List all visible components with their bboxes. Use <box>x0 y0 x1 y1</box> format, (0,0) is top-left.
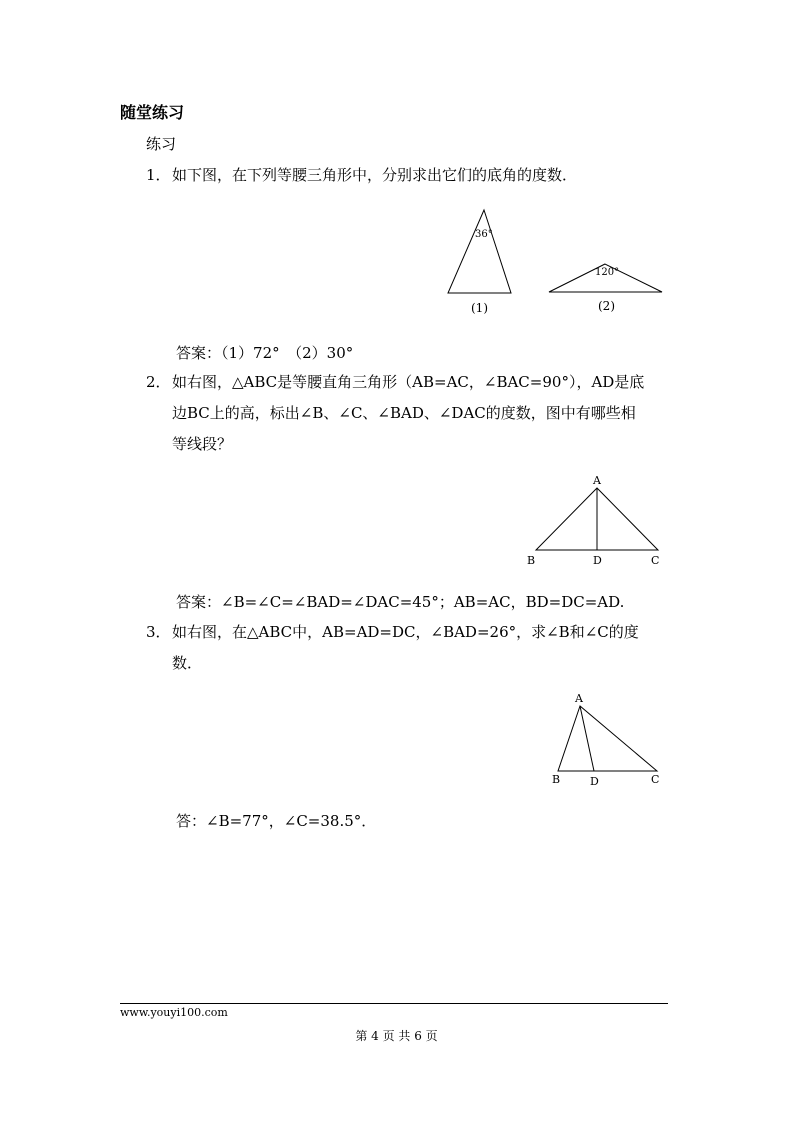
vertex-label-c: C <box>651 554 660 567</box>
answer-3: 答：∠B=77°，∠C=38.5°． <box>176 812 377 830</box>
apex-angle-label-2: 120° <box>595 267 620 278</box>
question-1-text: 如下图，在下列等腰三角形中，分别求出它们的底角的度数． <box>172 166 578 184</box>
question-2-line-2: 边BC上的高，标出∠B、∠C、∠BAD、∠DAC的度数，图中有哪些相 <box>172 404 636 422</box>
question-2-number: 2． <box>146 373 171 391</box>
vertex-label-a: A <box>593 474 601 487</box>
question-3-number: 3． <box>146 623 171 641</box>
vertex-label-b: B <box>527 554 536 567</box>
footer-url: www.youyi100.com <box>120 1006 228 1019</box>
question-3-figure <box>545 690 670 795</box>
question-2-line-3: 等线段？ <box>172 435 233 453</box>
question-1-figures <box>440 200 670 320</box>
figure-caption-1: (1) <box>471 301 488 315</box>
question-2-figure <box>520 470 670 575</box>
subsection-title: 练习 <box>146 135 177 153</box>
answer-1: 答案：（1）72° （2）30° <box>176 344 354 362</box>
section-title: 随堂练习 <box>120 103 185 122</box>
isosceles-triangle-1 <box>448 210 511 293</box>
triangle-abc <box>558 706 657 771</box>
question-2-line-1: 如右图，△ABC是等腰直角三角形（AB=AC，∠BAC=90°），AD是底 <box>172 373 645 391</box>
footer-divider <box>120 1003 668 1004</box>
apex-angle-label-1: 36° <box>475 229 493 240</box>
vertex-label-d: D <box>593 554 602 567</box>
figure-caption-2: (2) <box>598 299 615 313</box>
question-3-line-1: 如右图，在△ABC中，AB=AD=DC，∠BAD=26°，求∠B和∠C的度 <box>172 623 639 641</box>
vertex-label-c: C <box>651 773 660 786</box>
vertex-label-b: B <box>552 773 561 786</box>
question-1-number: 1． <box>146 166 171 184</box>
vertex-label-a: A <box>575 692 583 705</box>
vertex-label-d: D <box>590 775 599 788</box>
answer-2: 答案：∠B=∠C=∠BAD=∠DAC=45°；AB=AC，BD=DC=AD. <box>176 593 625 611</box>
page-number: 第 4 页 共 6 页 <box>355 1029 438 1043</box>
question-3-line-2: 数． <box>172 654 203 672</box>
